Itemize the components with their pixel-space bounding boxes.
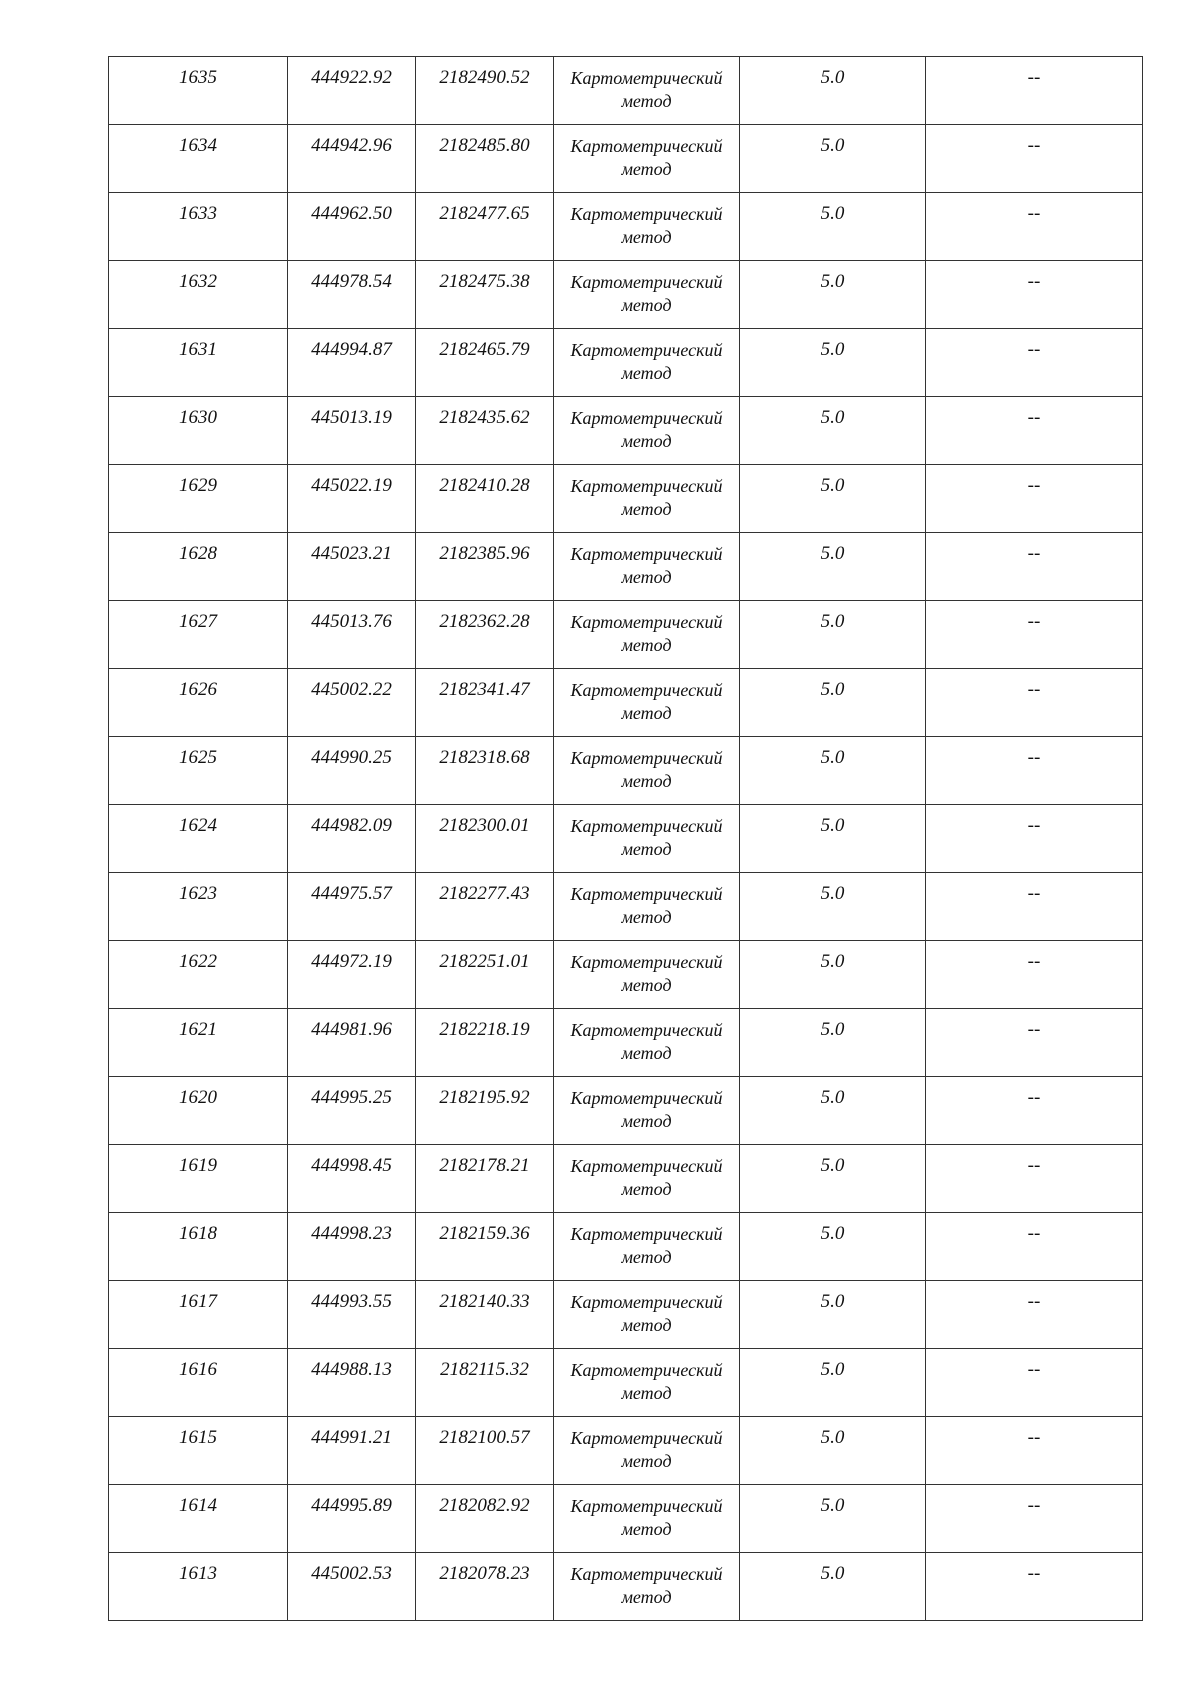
method-line-1: Картометрический (570, 544, 723, 564)
note-cell: -- (926, 1485, 1143, 1553)
note-cell: -- (926, 533, 1143, 601)
method-line-1: Картометрический (570, 340, 723, 360)
method-line-1: Картометрический (570, 1156, 723, 1176)
method-line-2: метод (621, 1043, 672, 1063)
x-coordinate-cell: 445002.22 (288, 669, 416, 737)
y-coordinate-cell: 2182100.57 (416, 1417, 554, 1485)
note-cell: -- (926, 601, 1143, 669)
method-line-2: метод (621, 1111, 672, 1131)
point-number-cell: 1615 (109, 1417, 288, 1485)
method-line-1: Картометрический (570, 612, 723, 632)
accuracy-cell: 5.0 (740, 1553, 926, 1621)
x-coordinate-cell: 444994.87 (288, 329, 416, 397)
point-number-cell: 1628 (109, 533, 288, 601)
accuracy-cell: 5.0 (740, 533, 926, 601)
table-row (109, 1009, 1143, 1077)
method-line-2: метод (621, 363, 672, 383)
y-coordinate-cell: 2182178.21 (416, 1145, 554, 1213)
method-line-2: метод (621, 703, 672, 723)
x-coordinate-cell: 444991.21 (288, 1417, 416, 1485)
method-cell (554, 1349, 740, 1417)
point-number-cell: 1619 (109, 1145, 288, 1213)
note-cell: -- (926, 1553, 1143, 1621)
method-line-1: Картометрический (570, 204, 723, 224)
point-number-cell: 1620 (109, 1077, 288, 1145)
method-cell (554, 1417, 740, 1485)
x-coordinate-cell: 444995.25 (288, 1077, 416, 1145)
method-line-2: метод (621, 1315, 672, 1335)
method-line-2: метод (621, 771, 672, 791)
note-cell: -- (926, 57, 1143, 125)
point-number-cell: 1617 (109, 1281, 288, 1349)
y-coordinate-cell: 2182277.43 (416, 873, 554, 941)
accuracy-cell: 5.0 (740, 57, 926, 125)
method-line-1: Картометрический (570, 476, 723, 496)
table-row (109, 533, 1143, 601)
method-line-1: Картометрический (570, 408, 723, 428)
point-number-cell: 1616 (109, 1349, 288, 1417)
table-row (109, 1417, 1143, 1485)
table-row (109, 193, 1143, 261)
method-line-2: метод (621, 635, 672, 655)
y-coordinate-cell: 2182475.38 (416, 261, 554, 329)
y-coordinate-cell: 2182435.62 (416, 397, 554, 465)
method-line-2: метод (621, 1451, 672, 1471)
method-line-1: Картометрический (570, 1564, 723, 1584)
y-coordinate-cell: 2182477.65 (416, 193, 554, 261)
x-coordinate-cell: 444993.55 (288, 1281, 416, 1349)
method-line-2: метод (621, 567, 672, 587)
accuracy-cell: 5.0 (740, 1281, 926, 1349)
method-cell (554, 601, 740, 669)
note-cell: -- (926, 329, 1143, 397)
method-cell (554, 125, 740, 193)
method-line-1: Картометрический (570, 1088, 723, 1108)
y-coordinate-cell: 2182385.96 (416, 533, 554, 601)
method-cell (554, 397, 740, 465)
method-cell (554, 261, 740, 329)
method-line-1: Картометрический (570, 1020, 723, 1040)
method-line-2: метод (621, 499, 672, 519)
method-cell (554, 1485, 740, 1553)
note-cell: -- (926, 1349, 1143, 1417)
note-cell: -- (926, 261, 1143, 329)
note-cell: -- (926, 941, 1143, 1009)
table-row (109, 873, 1143, 941)
y-coordinate-cell: 2182115.32 (416, 1349, 554, 1417)
note-cell: -- (926, 1077, 1143, 1145)
method-line-2: метод (621, 839, 672, 859)
method-line-1: Картометрический (570, 68, 723, 88)
y-coordinate-cell: 2182300.01 (416, 805, 554, 873)
accuracy-cell: 5.0 (740, 465, 926, 533)
x-coordinate-cell: 445013.19 (288, 397, 416, 465)
point-number-cell: 1624 (109, 805, 288, 873)
table-row (109, 805, 1143, 873)
x-coordinate-cell: 444978.54 (288, 261, 416, 329)
x-coordinate-cell: 445002.53 (288, 1553, 416, 1621)
note-cell: -- (926, 873, 1143, 941)
accuracy-cell: 5.0 (740, 329, 926, 397)
accuracy-cell: 5.0 (740, 1077, 926, 1145)
method-cell (554, 1077, 740, 1145)
note-cell: -- (926, 805, 1143, 873)
x-coordinate-cell: 444988.13 (288, 1349, 416, 1417)
accuracy-cell: 5.0 (740, 1485, 926, 1553)
method-line-1: Картометрический (570, 816, 723, 836)
note-cell: -- (926, 669, 1143, 737)
point-number-cell: 1632 (109, 261, 288, 329)
table-row (109, 57, 1143, 125)
y-coordinate-cell: 2182318.68 (416, 737, 554, 805)
y-coordinate-cell: 2182362.28 (416, 601, 554, 669)
table-body (109, 57, 1143, 1621)
method-line-2: метод (621, 1179, 672, 1199)
method-line-2: метод (621, 907, 672, 927)
y-coordinate-cell: 2182195.92 (416, 1077, 554, 1145)
note-cell: -- (926, 1009, 1143, 1077)
point-number-cell: 1614 (109, 1485, 288, 1553)
note-cell: -- (926, 1213, 1143, 1281)
accuracy-cell: 5.0 (740, 601, 926, 669)
y-coordinate-cell: 2182410.28 (416, 465, 554, 533)
point-number-cell: 1629 (109, 465, 288, 533)
y-coordinate-cell: 2182251.01 (416, 941, 554, 1009)
point-number-cell: 1627 (109, 601, 288, 669)
table-row (109, 601, 1143, 669)
point-number-cell: 1635 (109, 57, 288, 125)
method-line-1: Картометрический (570, 884, 723, 904)
method-line-2: метод (621, 1383, 672, 1403)
y-coordinate-cell: 2182485.80 (416, 125, 554, 193)
x-coordinate-cell: 444981.96 (288, 1009, 416, 1077)
accuracy-cell: 5.0 (740, 873, 926, 941)
x-coordinate-cell: 445022.19 (288, 465, 416, 533)
table-row (109, 669, 1143, 737)
method-line-2: метод (621, 1587, 672, 1607)
y-coordinate-cell: 2182465.79 (416, 329, 554, 397)
point-number-cell: 1622 (109, 941, 288, 1009)
accuracy-cell: 5.0 (740, 669, 926, 737)
x-coordinate-cell: 444982.09 (288, 805, 416, 873)
table-row (109, 1349, 1143, 1417)
method-line-1: Картометрический (570, 136, 723, 156)
accuracy-cell: 5.0 (740, 1417, 926, 1485)
method-cell (554, 465, 740, 533)
y-coordinate-cell: 2182140.33 (416, 1281, 554, 1349)
point-number-cell: 1625 (109, 737, 288, 805)
method-cell (554, 805, 740, 873)
method-cell (554, 1553, 740, 1621)
note-cell: -- (926, 193, 1143, 261)
method-line-1: Картометрический (570, 748, 723, 768)
table-row (109, 1553, 1143, 1621)
point-number-cell: 1621 (109, 1009, 288, 1077)
method-line-2: метод (621, 295, 672, 315)
accuracy-cell: 5.0 (740, 737, 926, 805)
x-coordinate-cell: 444998.45 (288, 1145, 416, 1213)
table-row (109, 465, 1143, 533)
point-number-cell: 1613 (109, 1553, 288, 1621)
table-row (109, 941, 1143, 1009)
x-coordinate-cell: 444942.96 (288, 125, 416, 193)
x-coordinate-cell: 444990.25 (288, 737, 416, 805)
x-coordinate-cell: 444972.19 (288, 941, 416, 1009)
method-cell (554, 1009, 740, 1077)
method-line-2: метод (621, 227, 672, 247)
method-cell (554, 533, 740, 601)
y-coordinate-cell: 2182078.23 (416, 1553, 554, 1621)
method-line-2: метод (621, 159, 672, 179)
point-number-cell: 1633 (109, 193, 288, 261)
x-coordinate-cell: 445023.21 (288, 533, 416, 601)
method-cell (554, 737, 740, 805)
table-row (109, 1213, 1143, 1281)
method-line-2: метод (621, 1519, 672, 1539)
accuracy-cell: 5.0 (740, 1009, 926, 1077)
x-coordinate-cell: 444962.50 (288, 193, 416, 261)
method-line-1: Картометрический (570, 1428, 723, 1448)
note-cell: -- (926, 737, 1143, 805)
x-coordinate-cell: 444975.57 (288, 873, 416, 941)
y-coordinate-cell: 2182341.47 (416, 669, 554, 737)
table-row (109, 1281, 1143, 1349)
accuracy-cell: 5.0 (740, 125, 926, 193)
point-number-cell: 1630 (109, 397, 288, 465)
y-coordinate-cell: 2182159.36 (416, 1213, 554, 1281)
x-coordinate-cell: 444995.89 (288, 1485, 416, 1553)
method-line-1: Картометрический (570, 1360, 723, 1380)
method-cell (554, 1281, 740, 1349)
accuracy-cell: 5.0 (740, 1349, 926, 1417)
note-cell: -- (926, 397, 1143, 465)
table-row (109, 125, 1143, 193)
accuracy-cell: 5.0 (740, 805, 926, 873)
method-cell (554, 1145, 740, 1213)
table-row (109, 397, 1143, 465)
method-line-1: Картометрический (570, 272, 723, 292)
method-cell (554, 193, 740, 261)
x-coordinate-cell: 444998.23 (288, 1213, 416, 1281)
x-coordinate-cell: 445013.76 (288, 601, 416, 669)
method-cell (554, 329, 740, 397)
method-line-1: Картометрический (570, 952, 723, 972)
point-number-cell: 1626 (109, 669, 288, 737)
y-coordinate-cell: 2182082.92 (416, 1485, 554, 1553)
method-line-2: метод (621, 975, 672, 995)
table-row (109, 329, 1143, 397)
x-coordinate-cell: 444922.92 (288, 57, 416, 125)
note-cell: -- (926, 125, 1143, 193)
table-row (109, 261, 1143, 329)
note-cell: -- (926, 1417, 1143, 1485)
method-line-2: метод (621, 431, 672, 451)
table-row (109, 737, 1143, 805)
table-row (109, 1077, 1143, 1145)
accuracy-cell: 5.0 (740, 941, 926, 1009)
method-cell (554, 1213, 740, 1281)
method-line-2: метод (621, 91, 672, 111)
point-number-cell: 1631 (109, 329, 288, 397)
accuracy-cell: 5.0 (740, 193, 926, 261)
y-coordinate-cell: 2182218.19 (416, 1009, 554, 1077)
accuracy-cell: 5.0 (740, 1145, 926, 1213)
note-cell: -- (926, 465, 1143, 533)
point-number-cell: 1618 (109, 1213, 288, 1281)
method-cell (554, 57, 740, 125)
y-coordinate-cell: 2182490.52 (416, 57, 554, 125)
method-cell (554, 941, 740, 1009)
accuracy-cell: 5.0 (740, 1213, 926, 1281)
point-number-cell: 1634 (109, 125, 288, 193)
table-row (109, 1485, 1143, 1553)
coordinates-table (108, 56, 1143, 1621)
method-line-1: Картометрический (570, 680, 723, 700)
point-number-cell: 1623 (109, 873, 288, 941)
note-cell: -- (926, 1145, 1143, 1213)
method-line-1: Картометрический (570, 1224, 723, 1244)
method-cell (554, 669, 740, 737)
note-cell: -- (926, 1281, 1143, 1349)
accuracy-cell: 5.0 (740, 397, 926, 465)
accuracy-cell: 5.0 (740, 261, 926, 329)
method-line-1: Картометрический (570, 1292, 723, 1312)
method-cell (554, 873, 740, 941)
method-line-1: Картометрический (570, 1496, 723, 1516)
method-line-2: метод (621, 1247, 672, 1267)
table-row (109, 1145, 1143, 1213)
